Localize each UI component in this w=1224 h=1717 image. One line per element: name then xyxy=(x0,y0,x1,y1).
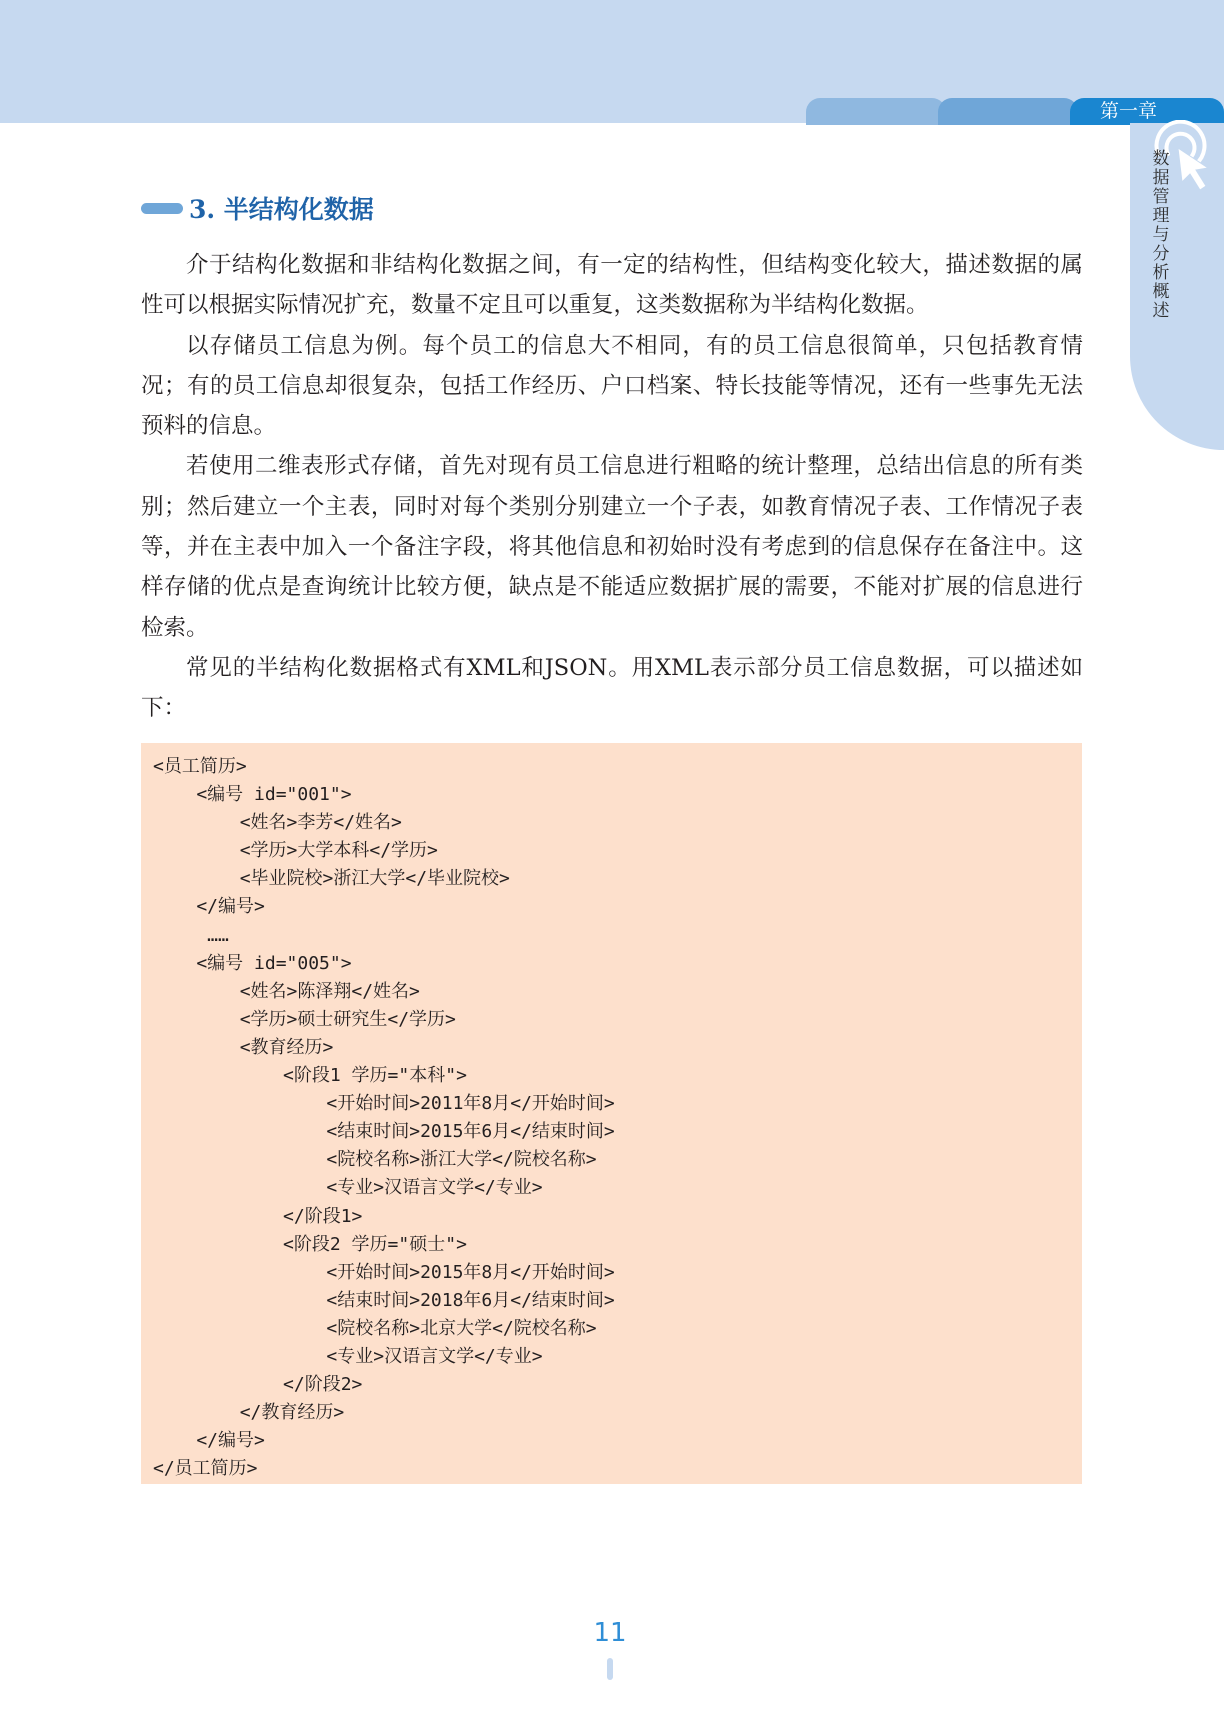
section-title: 3. 半结构化数据 xyxy=(189,195,374,224)
page-number: 11 xyxy=(593,1618,627,1648)
code-lines xyxy=(153,753,615,1483)
paragraph: 若使用二维表形式存储，首先对现有员工信息进行粗略的统计整理，总结出信息的所有类别；然后建立一个主表，同时对每个类别分别建立一个子表，如教育情况子表、工作情况子表等，并在主表中加入一个备注字段，将其他信息和初始时没有考虑到的信息保存在备注中。这样存储的优点是查询统计比较方便，缺点是不能适应数据扩展的需要，不能对扩展的信息进行检索。 xyxy=(141,453,1083,641)
code-line: </编号> xyxy=(153,1430,265,1452)
side-title: 数据管理与分析概述 xyxy=(1152,149,1170,321)
code-line: <阶段2 学历="硕士"> xyxy=(153,1233,467,1255)
code-line: <教育经历> xyxy=(153,1036,334,1058)
code-line: <院校名称>浙江大学</院校名称> xyxy=(153,1149,597,1171)
chapter-tab-decor-1 xyxy=(806,98,946,125)
code-line: …… xyxy=(153,924,229,946)
page-number-mark xyxy=(607,1658,613,1680)
code-line: <学历>大学本科</学历> xyxy=(153,840,438,862)
code-line: </编号> xyxy=(153,896,265,918)
chapter-label: 第一章 xyxy=(1100,100,1158,122)
code-line: <开始时间>2015年8月</开始时间> xyxy=(153,1261,615,1283)
paragraph: 介于结构化数据和非结构化数据之间，有一定的结构性，但结构变化较大，描述数据的属性可以根据实际情况扩充，数量不定且可以重复，这类数据称为半结构化数据。 xyxy=(141,252,1083,319)
code-line: </教育经历> xyxy=(153,1402,345,1424)
section-heading xyxy=(141,188,374,228)
code-line: <学历>硕士研究生</学历> xyxy=(153,1008,456,1030)
code-line: <姓名>李芳</姓名> xyxy=(153,812,402,834)
xml-code-block xyxy=(141,743,1082,1484)
code-line: </员工简历> xyxy=(153,1458,258,1480)
code-line: </阶段1> xyxy=(153,1205,363,1227)
code-line: </阶段2> xyxy=(153,1374,363,1396)
heading-bar xyxy=(141,203,183,214)
code-line: <结束时间>2018年6月</结束时间> xyxy=(153,1289,615,1311)
code-line: <结束时间>2015年6月</结束时间> xyxy=(153,1121,615,1143)
code-line: <毕业院校>浙江大学</毕业院校> xyxy=(153,868,510,890)
paragraph: 以存储员工信息为例。每个员工的信息大不相同，有的员工信息很简单，只包括教育情况；有的员工信息却很复杂，包括工作经历、户口档案、特长技能等情况，还有一些事先无法预料的信息。 xyxy=(141,332,1083,440)
chapter-tab-decor-2 xyxy=(938,98,1078,125)
code-line: <员工简历> xyxy=(153,756,247,777)
code-line: <院校名称>北京大学</院校名称> xyxy=(153,1317,597,1339)
code-line: <编号 id="005"> xyxy=(153,952,352,974)
code-line: <开始时间>2011年8月</开始时间> xyxy=(153,1093,615,1115)
paragraph: 常见的半结构化数据格式有XML和JSON。用XML表示部分员工信息数据，可以描述如下： xyxy=(141,654,1083,722)
code-line: <编号 id="001"> xyxy=(153,784,352,806)
code-line: <专业>汉语言文学</专业> xyxy=(153,1345,543,1367)
body-text xyxy=(141,245,1083,729)
code-line: <专业>汉语言文学</专业> xyxy=(153,1177,543,1199)
code-line: <阶段1 学历="本科"> xyxy=(153,1065,467,1087)
code-line: <姓名>陈泽翔</姓名> xyxy=(153,980,420,1002)
